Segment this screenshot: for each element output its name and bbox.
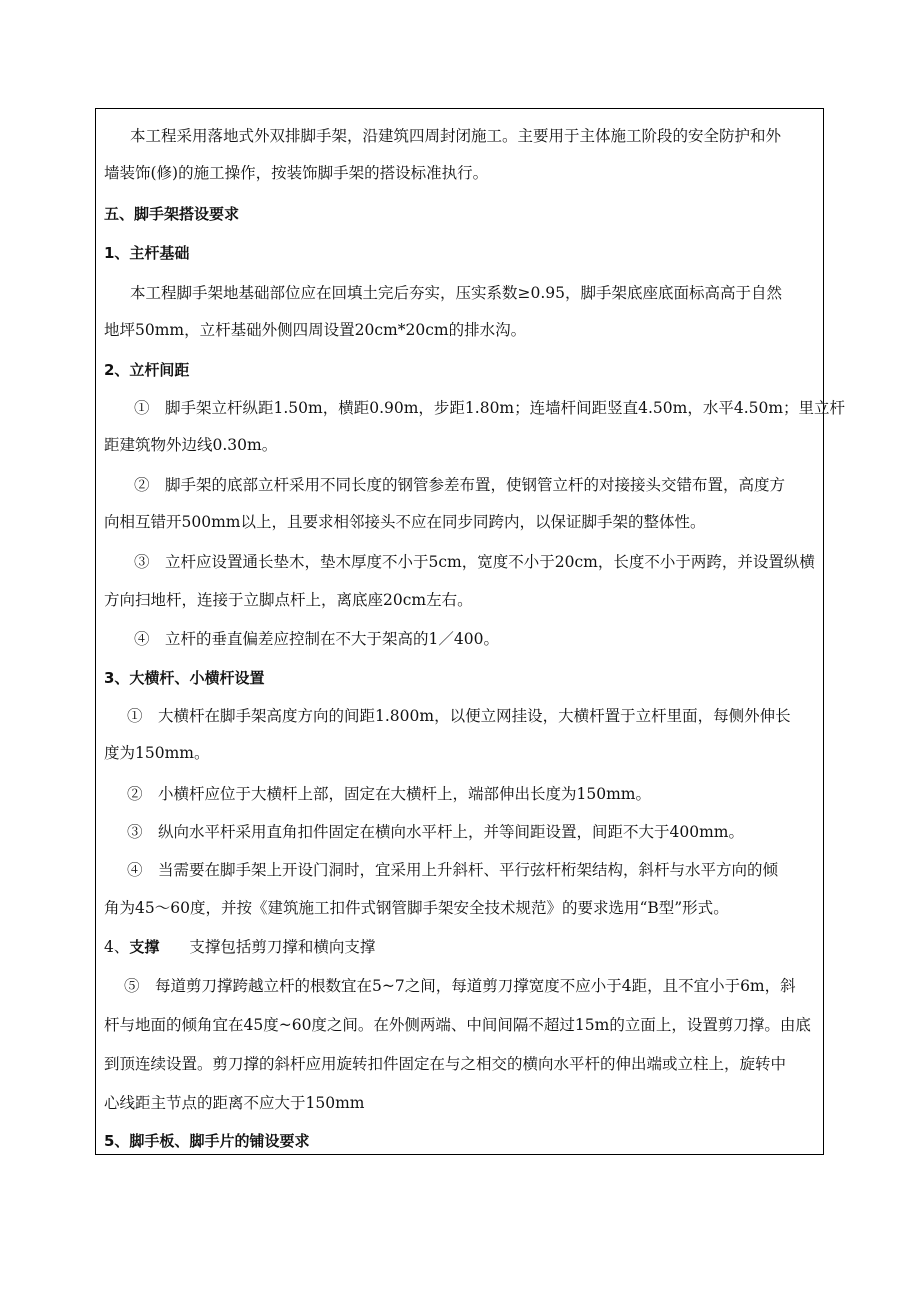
s3-p2: ② 小横杆应位于大横杆上部，固定在大横杆上，端部伸出长度为150mm。	[127, 785, 651, 803]
s2-p3-line-2: 方向扫地杆，连接于立脚点杆上，离底座20cm左右。	[104, 591, 473, 609]
s2-p3-line-1: ③ 立杆应设置通长垫木，垫木厚度不小于5cm，宽度不小于20cm，长度不小于两跨，并设置纵横	[134, 553, 815, 571]
s3-title: 3、大横杆、小横杆设置	[104, 669, 265, 687]
s1-line-2: 地坪50mm，立杆基础外侧四周设置20cm*20cm的排水沟。	[104, 321, 527, 339]
intro-line-2: 墙装饰(修)的施工操作，按装饰脚手架的搭设标准执行。	[104, 164, 489, 182]
section-5-title: 五、脚手架搭设要求	[104, 205, 240, 223]
s3-p1-line-1: ① 大横杆在脚手架高度方向的间距1.800m，以便立网挂设，大横杆置于立杆里面，每侧外伸长	[127, 707, 791, 725]
s2-p1-line-2: 距建筑物外边线0.30m。	[104, 436, 278, 454]
s4-line-3: 到顶连续设置。剪刀撑的斜杆应用旋转扣件固定在与之相交的横向水平杆的伸出端或立柱上，旋转中	[104, 1055, 787, 1073]
s4-line-1: ⑤ 每道剪刀撑跨越立杆的根数宜在5~7之间，每道剪刀撑宽度不应小于4距，且不宜小于6m，斜	[124, 977, 796, 995]
s4-heading	[104, 937, 375, 957]
s3-p4-line-2: 角为45～60度，并按《建筑施工扣件式钢管脚手架安全技术规范》的要求选用“B型”形式。	[104, 899, 729, 917]
intro-line-1: 本工程采用落地式外双排脚手架，沿建筑四周封闭施工。主要用于主体施工阶段的安全防护和外	[130, 127, 782, 145]
s4-title: 支撑	[129, 938, 160, 956]
s4-line-4: 心线距主节点的距离不应大于150mm	[104, 1094, 365, 1112]
s4-num: 4、	[104, 938, 130, 956]
s3-p3: ③ 纵向水平杆采用直角扣件固定在横向水平杆上，并等间距设置，间距不大于400mm。	[127, 823, 744, 841]
s2-p2-line-1: ② 脚手架的底部立杆采用不同长度的钢管参差布置，使钢管立杆的对接接头交错布置，高度方	[134, 476, 786, 494]
s3-p1-line-2: 度为150mm。	[104, 744, 210, 762]
s2-title: 2、立杆间距	[104, 361, 190, 379]
s4-desc: 支撑包括剪刀撑和横向支撑	[189, 938, 376, 956]
s3-p4-line-1: ④ 当需要在脚手架上开设门洞时，宜采用上升斜杆、平行弦杆桁架结构，斜杆与水平方向的倾	[127, 861, 779, 879]
s5-title: 5、脚手板、脚手片的铺设要求	[104, 1132, 310, 1150]
s1-line-1: 本工程脚手架地基础部位应在回填土完后夯实，压实系数≥0.95，脚手架底座底面标高高于自然	[130, 284, 783, 302]
s2-p2-line-2: 向相互错开500mm以上，且要求相邻接头不应在同步同跨内，以保证脚手架的整体性。	[104, 513, 706, 531]
s1-title: 1、主杆基础	[104, 244, 190, 262]
s4-line-2: 杆与地面的倾角宜在45度~60度之间。在外侧两端、中间间隔不超过15m的立面上，设置剪刀撑。由底	[104, 1016, 811, 1034]
s2-p1-line-1: ① 脚手架立杆纵距1.50m，横距0.90m，步距1.80m；连墙杆间距竖直4.50m，水平4.50m；里立杆	[134, 399, 846, 417]
s2-p4: ④ 立杆的垂直偏差应控制在不大于架高的1／400。	[134, 630, 499, 648]
